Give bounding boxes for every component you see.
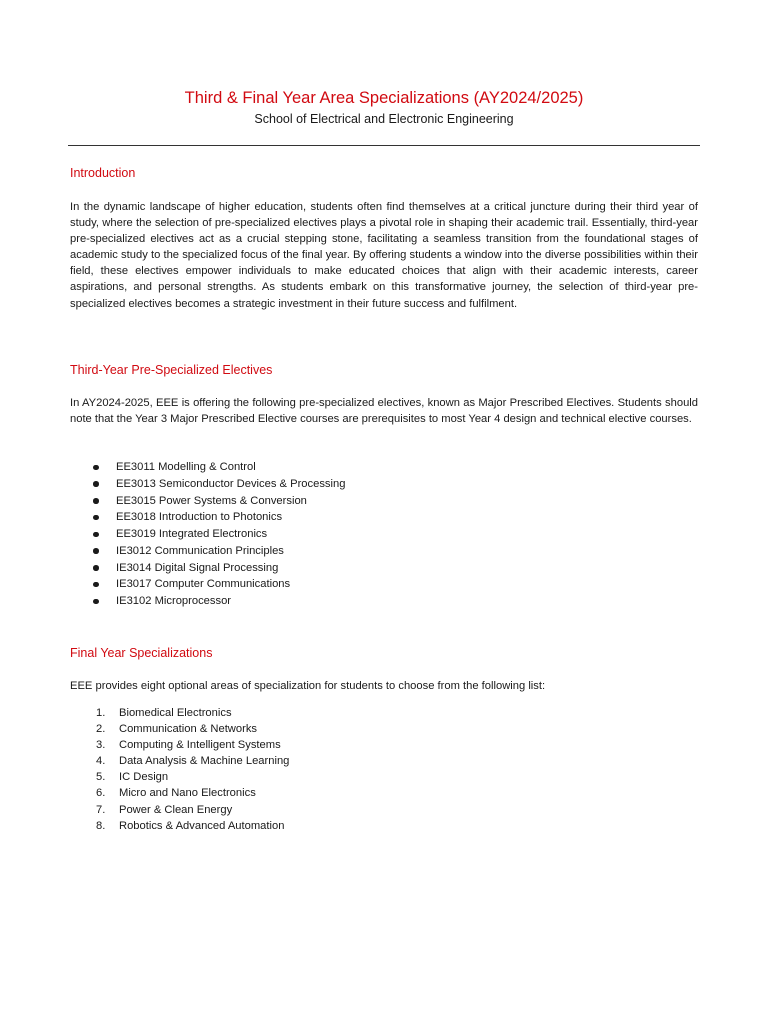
item-number: 8. (96, 819, 106, 832)
list-item (70, 769, 289, 785)
specialization-label: Biomedical Electronics (119, 707, 232, 719)
item-number: 7. (96, 803, 106, 816)
item-number: 5. (96, 771, 106, 784)
list-item (70, 785, 289, 801)
course-label: EE3018 Introduction to Photonics (116, 511, 283, 524)
list-item (70, 459, 345, 476)
bullet-icon (93, 548, 99, 554)
specialization-label: Robotics & Advanced Automation (119, 819, 285, 832)
list-item (70, 560, 345, 577)
item-number: 2. (96, 723, 106, 736)
bullet-icon (93, 565, 99, 571)
document-subtitle: School of Electrical and Electronic Engineering (254, 112, 514, 126)
header-divider (68, 145, 700, 146)
bullet-icon (93, 515, 99, 521)
course-label: IE3102 Microprocessor (116, 595, 232, 607)
list-item (70, 576, 345, 593)
course-label: IE3017 Computer Communications (116, 578, 291, 591)
item-number: 6. (96, 787, 106, 800)
list-item (70, 753, 289, 769)
list-item (70, 509, 345, 526)
bullet-icon (93, 481, 99, 487)
bullet-icon (93, 465, 99, 471)
course-label: EE3015 Power Systems & Conversion (116, 494, 307, 507)
list-item (70, 737, 289, 753)
specialization-label: Micro and Nano Electronics (119, 787, 256, 800)
specialization-label: Data Analysis & Machine Learning (119, 755, 290, 768)
specialization-label: IC Design (119, 771, 169, 784)
third-year-heading: Third-Year Pre-Specialized Electives (70, 363, 273, 377)
list-item (70, 543, 345, 560)
specialization-label: Communication & Networks (119, 723, 258, 736)
third-year-course-list (70, 459, 345, 610)
list-item (70, 802, 289, 818)
item-number: 4. (96, 755, 106, 768)
course-label: EE3011 Modelling & Control (116, 461, 256, 473)
course-label: IE3012 Communication Principles (116, 544, 284, 557)
list-item (70, 818, 289, 834)
list-item (70, 526, 345, 543)
list-item (70, 493, 345, 510)
bullet-icon (93, 582, 99, 588)
course-label: IE3014 Digital Signal Processing (116, 561, 279, 574)
list-item (70, 721, 289, 737)
list-item (70, 476, 345, 493)
item-number: 1. (96, 707, 106, 719)
list-item (70, 593, 345, 610)
bullet-icon (93, 599, 99, 605)
item-number: 3. (96, 739, 106, 752)
final-year-heading: Final Year Specializations (70, 646, 213, 660)
final-year-paragraph: EEE provides eight optional areas of specialization for students to choose from the following list: (70, 680, 546, 692)
bullet-icon (93, 498, 99, 504)
specialization-label: Computing & Intelligent Systems (119, 739, 281, 752)
document-title: Third & Final Year Area Specializations (AY2024/2025) (184, 89, 584, 107)
course-label: EE3019 Integrated Electronics (116, 528, 268, 540)
specialization-list (70, 705, 289, 834)
list-item (70, 705, 289, 721)
third-year-paragraph: In AY2024-2025, EEE is offering the following pre-specialized electives, known as Major Prescribed Electives. Students should note that the Year 3 Major Prescribed Elective courses are prerequisites to most Year 4 design and technical elective courses. (70, 397, 698, 426)
introduction-heading: Introduction (70, 166, 136, 180)
introduction-paragraph: In the dynamic landscape of higher education, students often find themselves at a critical juncture during their third year of study, where the selection of pre-specialized electives plays a pivotal role in shaping their academic trail. Essentially, third-year pre-specialized electives act as a crucial stepping stone, facilitating a seamless transition from the foundational stages of academic study to the specialized focus of the final year. By offering students a window into the diverse possibilities within their field, these electives empower individuals to make educated choices that align with their academic interests, career aspirations, and personal strengths. As students embark on this transformative journey, the selection of third-year pre-specialized electives becomes a strategic investment in their future success and fulfilment. (70, 201, 698, 310)
course-label: EE3013 Semiconductor Devices & Processing (116, 477, 346, 490)
specialization-label: Power & Clean Energy (119, 803, 233, 816)
bullet-icon (93, 532, 99, 538)
